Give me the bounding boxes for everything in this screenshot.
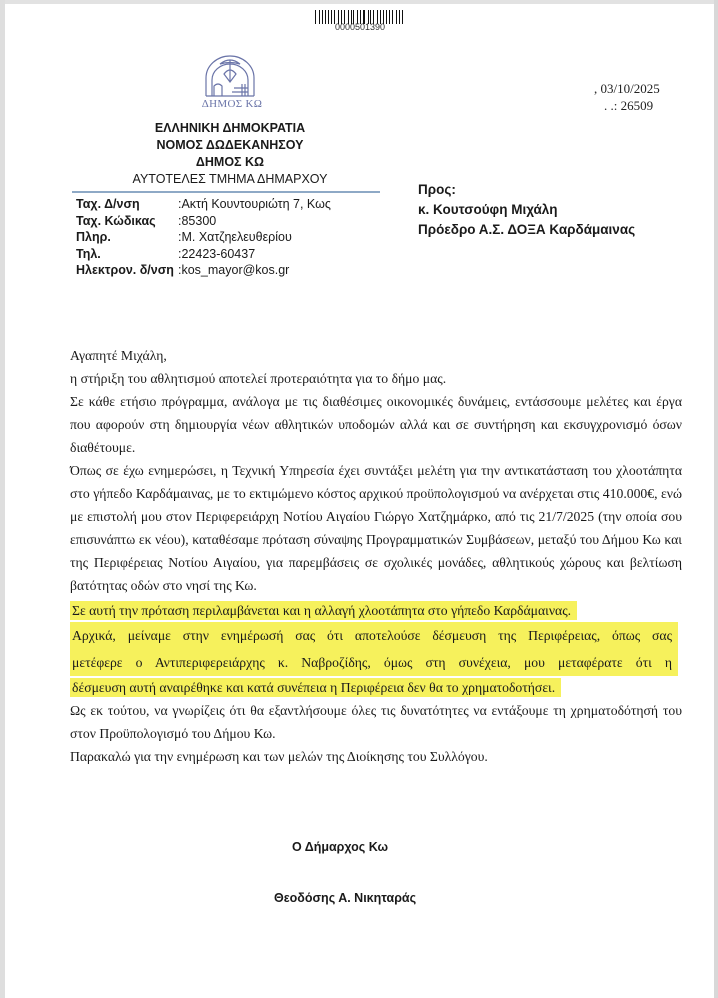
letterhead-divider: [72, 191, 380, 193]
municipality-emblem-icon: [202, 52, 258, 98]
contact-value: :Ακτή Κουντουριώτη 7, Κως: [178, 197, 331, 211]
highlighted-passage: [70, 599, 682, 699]
contact-row-address: [76, 196, 331, 213]
contact-value: :85300: [178, 213, 217, 228]
signature-title: Ο Δήμαρχος Κω: [292, 840, 389, 854]
highlighted-line: δέσμευση αυτή αναιρέθηκε και κατά συνέπεια η Περιφέρεια δεν θα το χρηματοδοτήσει.: [70, 678, 561, 697]
contact-value: :22423-60437: [178, 246, 256, 261]
protocol-number: . .: 26509: [604, 98, 654, 113]
letterhead: [90, 120, 370, 188]
contact-value: :kos_mayor@kos.gr: [178, 263, 290, 277]
letterhead-line-municipality: ΔΗΜΟΣ ΚΩ: [195, 155, 265, 169]
paragraph: Όπως σε έχω ενημερώσει, η Τεχνική Υπηρεσία έχει συντάξει μελέτη για την αντικατάσταση του χλοοτάπητα στο γήπεδο Καρδάμαινας, με το εκτιμώμενο κόστος αρχικού προϋπολογισμού να ανέρχεται στις 410.000€, ενώ με επιστολή μου στον Περιφερειάρχη Νοτίου Αιγαίου Γιώργο Χατζημάρκο, από τις 21/7/2025 (την οποία σου επισυνάπτω εκ νέου), καταθέσαμε πρόταση σύναψης Προγραμματικών Συμβάσεων, μεταξύ του Δήμου Κω και της Περιφέρειας Νοτίου Αιγαίου, για παρεμβάσεις σε σχολικές μονάδες, αθλητικούς χώρους και βελτίωση βατότητας οδών στο νησί της Κω.: [70, 463, 682, 593]
highlighted-line: Αρχικά, μείναμε στην ενημέρωσή σας ότι αποτελούσε δέσμευση της Περιφέρειας, όπως σας: [70, 622, 678, 649]
page-frame-top: [0, 0, 718, 4]
recipient-title: Πρόεδρο Α.Σ. ΔΟΞΑ Καρδάμαινας: [418, 222, 636, 237]
letterhead-line-prefecture: ΝΟΜΟΣ ΔΩΔΕΚΑΝΗΣΟΥ: [156, 138, 304, 152]
paragraph: Παρακαλώ για την ενημέρωση και των μελών της Διοίκησης του Συλλόγου.: [70, 749, 488, 764]
letterhead-line-department: ΑΥΤΟΤΕΛΕΣ ΤΜΗΜΑ ΔΗΜΑΡΧΟΥ: [132, 172, 328, 186]
letterhead-line-republic: ΕΛΛΗΝΙΚΗ ΔΗΜΟΚΡΑΤΙΑ: [154, 121, 306, 135]
contact-row-postcode: [76, 213, 331, 230]
contact-label: Ηλεκτρον. δ/νση: [76, 263, 174, 277]
paragraph: Σε κάθε ετήσιο πρόγραμμα, ανάλογα με τις διαθέσιμες οικονομικές δυνάμεις, εντάσσουμε μελέτες και έργα που αφορούν στη δημιουργία νέων αθλητικών υποδομών αλλά και σε συντήρηση και εκσυγχρονισμό όσων διαθέτουμε.: [70, 394, 682, 455]
contact-label: Ταχ. Κώδικας: [76, 213, 156, 228]
greeting: Αγαπητέ Μιχάλη,: [70, 348, 167, 363]
signature-name: Θεοδόσης Α. Νικηταράς: [274, 891, 417, 905]
highlighted-line: Σε αυτή την πρόταση περιλαμβάνεται και η αλλαγή χλοοτάπητα στο γήπεδο Καρδάμαινας.: [70, 601, 577, 620]
document-date: , 03/10/2025: [594, 81, 660, 96]
contact-row-phone: [76, 246, 331, 263]
contact-label: Τηλ.: [76, 246, 101, 261]
contact-value: :Μ. Χατζηελευθερίου: [178, 230, 292, 244]
logo-text: ΔΗΜΟΣ ΚΩ: [201, 98, 263, 110]
contact-row-email: [76, 262, 331, 279]
contact-label: Ταχ. Δ/νση: [76, 197, 140, 211]
paragraph: η στήριξη του αθλητισμού αποτελεί προτεραιότητα για το δήμο μας.: [70, 371, 447, 386]
date-protocol-block: [594, 80, 660, 114]
contact-row-info-person: [76, 229, 331, 246]
highlighted-line: μετέφερε ο Αντιπεριφερειάρχης κ. Ναβροζίδης, όμως στη συνέχεια, μου μεταφέρατε ότι η: [70, 649, 678, 676]
page-frame-left: [0, 0, 5, 998]
letter-body: [70, 344, 682, 768]
barcode-number: 0000501390: [334, 22, 386, 32]
recipient-block: [418, 180, 635, 240]
recipient-name: κ. Κουτσούφη Μιχάλη: [418, 202, 558, 217]
contact-info: [76, 196, 331, 279]
contact-label: Πληρ.: [76, 230, 111, 244]
recipient-to-label: Προς:: [418, 182, 456, 197]
paragraph: Ως εκ τούτου, να γνωρίζεις ότι θα εξαντλήσουμε όλες τις δυνατότητες να εντάξουμε τη χρηματοδότησή του στον Προϋπολογισμό του Δήμου Κω.: [70, 703, 682, 741]
page-frame-right: [714, 0, 718, 998]
